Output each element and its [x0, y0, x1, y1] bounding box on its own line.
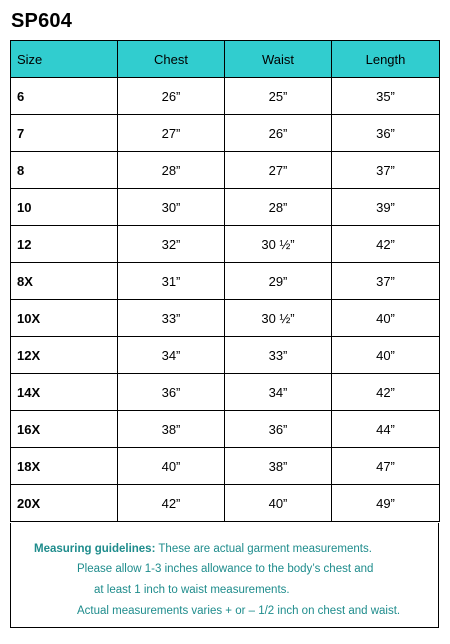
- header-length: Length: [332, 41, 440, 78]
- size-cell: 8X: [11, 263, 118, 300]
- size-cell: 10: [11, 189, 118, 226]
- length-cell: 37”: [332, 263, 440, 300]
- size-chart-table: [10, 40, 440, 522]
- table-row: [11, 78, 440, 115]
- length-cell: 40”: [332, 337, 440, 374]
- chest-cell: 26”: [118, 78, 225, 115]
- length-cell: 39”: [332, 189, 440, 226]
- guidelines-line-2: Please allow 1-3 inches allowance to the body’s chest and: [77, 563, 374, 575]
- size-cell: 12: [11, 226, 118, 263]
- waist-cell: 30 ½”: [225, 226, 332, 263]
- waist-cell: 28”: [225, 189, 332, 226]
- size-cell: 20X: [11, 485, 118, 522]
- size-cell: 18X: [11, 448, 118, 485]
- chest-cell: 28”: [118, 152, 225, 189]
- table-row: [11, 337, 440, 374]
- length-cell: 42”: [332, 226, 440, 263]
- header-size: Size: [11, 41, 118, 78]
- size-cell: 7: [11, 115, 118, 152]
- length-cell: 35”: [332, 78, 440, 115]
- guidelines-line-3: at least 1 inch to waist measurements.: [94, 584, 290, 596]
- length-cell: 37”: [332, 152, 440, 189]
- chest-cell: 38”: [118, 411, 225, 448]
- waist-cell: 40”: [225, 485, 332, 522]
- product-code-title: SP604: [11, 10, 73, 32]
- waist-cell: 29”: [225, 263, 332, 300]
- chest-cell: 36”: [118, 374, 225, 411]
- chest-cell: 34”: [118, 337, 225, 374]
- header-waist: Waist: [225, 41, 332, 78]
- chest-cell: 30”: [118, 189, 225, 226]
- measuring-guidelines-box: [10, 523, 439, 628]
- chest-cell: 33”: [118, 300, 225, 337]
- length-cell: 36”: [332, 115, 440, 152]
- header-chest: Chest: [118, 41, 225, 78]
- table-row: [11, 374, 440, 411]
- table-row: [11, 411, 440, 448]
- guidelines-line-4: Actual measurements varies + or – 1/2 inch on chest and waist.: [77, 605, 401, 617]
- table-row: [11, 152, 440, 189]
- chest-cell: 32”: [118, 226, 225, 263]
- guidelines-line-1: [34, 539, 372, 560]
- table-header-row: [11, 41, 440, 78]
- waist-cell: 33”: [225, 337, 332, 374]
- size-cell: 16X: [11, 411, 118, 448]
- guidelines-label: Measuring guidelines:: [34, 543, 156, 555]
- chest-cell: 42”: [118, 485, 225, 522]
- length-cell: 40”: [332, 300, 440, 337]
- waist-cell: 34”: [225, 374, 332, 411]
- chest-cell: 27”: [118, 115, 225, 152]
- size-cell: 6: [11, 78, 118, 115]
- size-cell: 8: [11, 152, 118, 189]
- waist-cell: 25”: [225, 78, 332, 115]
- guidelines-text-1: These are actual garment measurements.: [155, 543, 372, 555]
- length-cell: 47”: [332, 448, 440, 485]
- table-row: [11, 263, 440, 300]
- size-cell: 14X: [11, 374, 118, 411]
- waist-cell: 38”: [225, 448, 332, 485]
- waist-cell: 36”: [225, 411, 332, 448]
- waist-cell: 30 ½”: [225, 300, 332, 337]
- table-row: [11, 448, 440, 485]
- table-row: [11, 226, 440, 263]
- table-row: [11, 115, 440, 152]
- chest-cell: 40”: [118, 448, 225, 485]
- waist-cell: 26”: [225, 115, 332, 152]
- table-row: [11, 300, 440, 337]
- length-cell: 49”: [332, 485, 440, 522]
- chest-cell: 31”: [118, 263, 225, 300]
- table-row: [11, 485, 440, 522]
- length-cell: 42”: [332, 374, 440, 411]
- size-cell: 12X: [11, 337, 118, 374]
- size-cell: 10X: [11, 300, 118, 337]
- waist-cell: 27”: [225, 152, 332, 189]
- length-cell: 44”: [332, 411, 440, 448]
- table-row: [11, 189, 440, 226]
